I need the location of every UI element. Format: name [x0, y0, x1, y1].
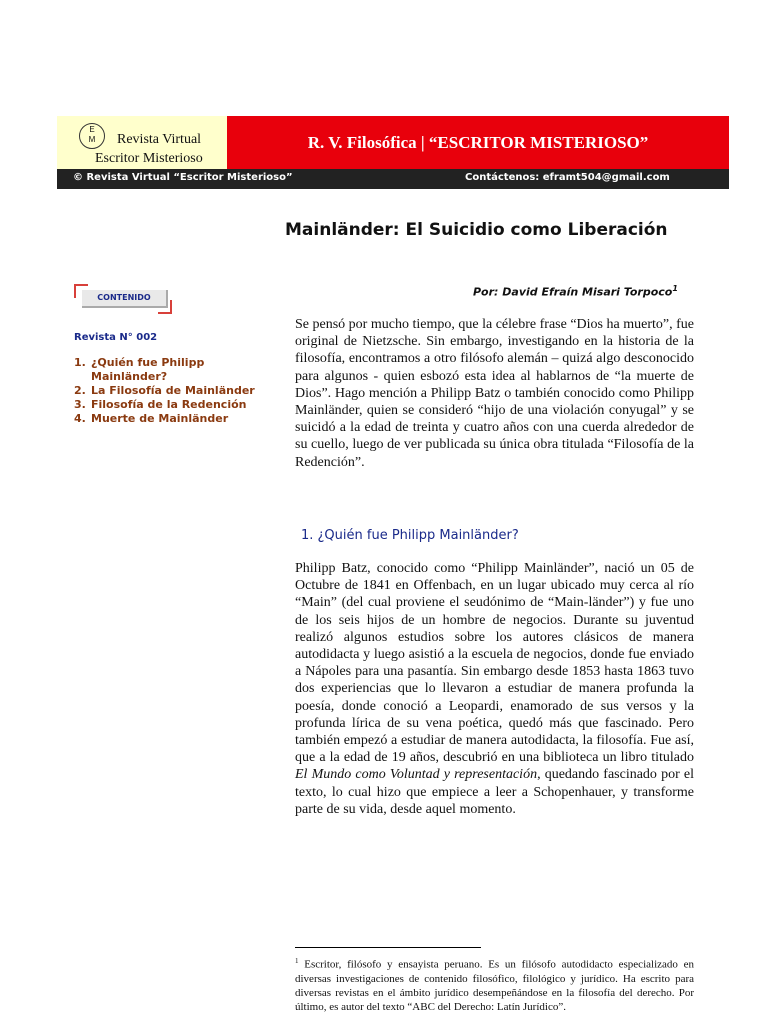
header-banner [57, 116, 729, 169]
section-heading-1: 1. ¿Quién fue Philipp Mainländer? [301, 528, 519, 543]
logo-line-escritor: Escritor Misterioso [95, 151, 203, 166]
author-name: Por: David Efraín Misari Torpoco [473, 285, 673, 299]
toc-number: 3. [74, 398, 86, 411]
footnote-text: Escritor, filósofo y ensayista peruano. Es un filósofo autodidacto especializado en diversas investigaciones de contenido filosófico, filológico y jurídico. Ha escrito para diversas revistas en el ámbito jurídico desempeñándose en la filosofía del derecho. Por último, es autor del texto “ABC del Derecho: Latín Jurídico”. [295, 958, 694, 1013]
footnote-divider [295, 947, 481, 948]
issue-number: Revista N° 002 [74, 332, 158, 343]
page-title: Mainländer: El Suicidio como Liberación [285, 220, 668, 240]
logo-line-revista: Revista Virtual [117, 132, 202, 147]
book-title: El Mundo como Voluntad y representación [295, 767, 538, 783]
section1-text-b: , quedando fascinado por el texto, lo cual hizo que empiece a leer a Schopenhauer, y transforme parte de su vida, desde aquel momento. [295, 767, 694, 817]
contact-link[interactable]: Contáctenos: eframt504@gmail.com [465, 172, 670, 183]
author-byline [473, 284, 678, 299]
copyright-text: © Revista Virtual “Escritor Misterioso” [73, 172, 293, 183]
table-of-contents [74, 356, 274, 426]
toc-label: La Filosofía de Mainländer [91, 384, 255, 397]
logo-block [57, 116, 227, 169]
footnote-marker: 1 [295, 957, 299, 965]
section1-paragraph [295, 560, 694, 818]
toc-item-quien-fue[interactable] [74, 356, 274, 384]
toc-number: 4. [74, 412, 86, 425]
footnote [295, 954, 694, 1014]
toc-label: ¿Quién fue Philipp Mainländer? [91, 356, 205, 383]
toc-label: Muerte de Mainländer [91, 412, 229, 425]
info-strip [57, 169, 729, 189]
banner-title: R. V. Filosófica | “ESCRITOR MISTERIOSO” [227, 116, 729, 169]
toc-number: 2. [74, 384, 86, 397]
intro-paragraph: Se pensó por mucho tiempo, que la célebre frase “Dios ha muerto”, fue original de Nietzsche. Sin embargo, investigando en la historia de la filosofía, encontramos a otro filósofo alemán – quizá algo desconocido para algunos - quien esbozó esta idea al hablarnos de “la muerte de Dios”. Hago mención a Philipp Batz o también conocido como Philipp Mainländer, quien se consideró “hijo de una violación conyugal” y se suicidó a la edad de treinta y cuatro años con una cuerda alrededor de su cuello, luego de ver publicada su única obra titulada “Filosofía de la Redención”. [295, 317, 694, 470]
contenido-box [74, 284, 172, 314]
footnote-ref[interactable]: 1 [672, 284, 678, 293]
em-logo-icon: E M [79, 123, 105, 149]
toc-label: Filosofía de la Redención [91, 398, 247, 411]
contenido-button[interactable]: CONTENIDO [82, 290, 168, 308]
toc-item-redencion[interactable] [74, 398, 274, 412]
toc-item-muerte[interactable] [74, 412, 274, 426]
toc-item-filosofia[interactable] [74, 384, 274, 398]
section1-text-a: Philipp Batz, conocido como “Philipp Mainländer”, nació un 05 de Octubre de 1841 en Offenbach, en un lugar ubicado muy cerca al río “Main” (del cual proviene el seudónimo de “Main-länder”) y fue uno de los seis hijos de un hombre de negocios. Durante su juventud realizó algunos estudios sobre los autores clásicos de manera autodidacta y luego asistió a la escuela de negocios, donde fue enviado a Nápoles para una pasantía. Sin embargo desde 1853 hasta 1863 tuvo dos experiencias que lo llevaron a estudiar de manera profunda la poesía, donde conoció a Leopardi, enamorado de sus versos y la profunda lírica de su vena poética, quedó más que fascinado. Pero también empezó a estudiar de manera autodidacta, la filosofía. Fue así, que a la edad de 19 años, descubrió en una biblioteca un libro titulado [295, 561, 694, 766]
toc-number: 1. [74, 356, 86, 369]
